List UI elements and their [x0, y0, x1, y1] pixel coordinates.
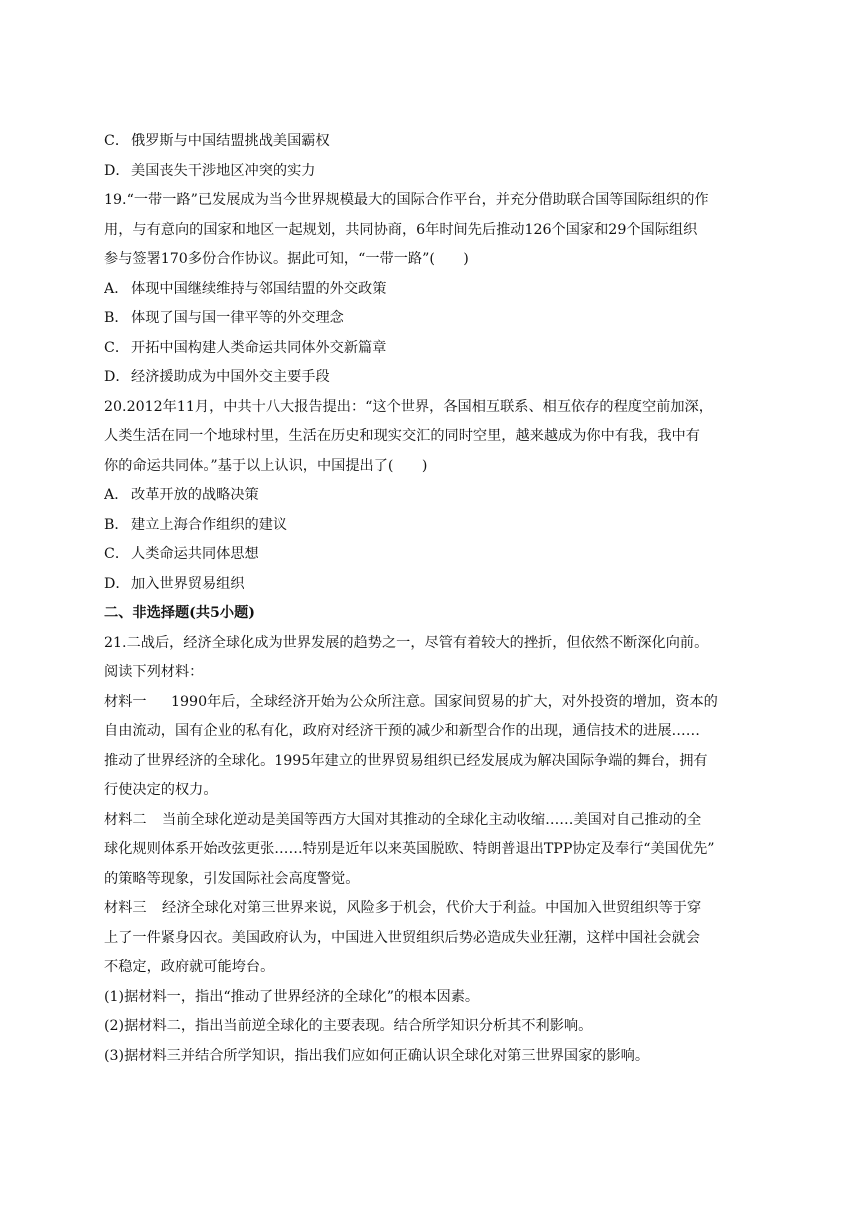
- material-1-text: 1990年后，全球经济开始为公众所注意。国家间贸易的扩大，对外投资的增加，资本的: [171, 693, 718, 710]
- option-letter: C．: [104, 133, 130, 149]
- option-text: 改革开放的战略决策: [131, 487, 259, 503]
- q19-stem-line-3: 参与签署170多份合作协议。据此可知，“一带一路”( ): [104, 251, 469, 267]
- material-3-line-1: [104, 894, 756, 924]
- material-1-line-1: [104, 688, 756, 718]
- q20-stem-line-2: 人类生活在同一个地球村里，生活在历史和现实交汇的同时空里，越来越成为你中有我，我中有: [104, 428, 700, 444]
- q21-subquestion-3: (3)据材料三并结合所学知识，指出我们应如何正确认识全球化对第三世界国家的影响。: [104, 1047, 650, 1064]
- q20-stem-line-3: 你的命运共同体。”基于以上认识，中国提出了( ): [104, 457, 428, 474]
- material-3-label: 材料三: [104, 900, 147, 916]
- q19-stem-line-1: 19.“一带一路”已发展成为当今世界规模最大的国际合作平台，并充分借助联合国等国际组织的作: [104, 192, 709, 208]
- q20-option-b: [104, 511, 756, 541]
- option-text: 俄罗斯与中国结盟挑战美国霸权: [131, 133, 330, 149]
- option-letter: A．: [104, 487, 129, 503]
- option-text: 加入世界贸易组织: [131, 575, 245, 592]
- material-3-line-3: 不稳定，政府就可能垮台。: [104, 959, 275, 975]
- material-1-line-2: 自由流动，国有企业的私有化，政府对经济干预的减少和新型合作的出现，通信技术的进展……: [104, 723, 700, 739]
- q20-option-c: [104, 540, 756, 570]
- option-letter: D．: [104, 575, 130, 592]
- option-text: 人类命运共同体思想: [131, 546, 259, 562]
- option-text: 体现中国继续维持与邻国结盟的外交政策: [131, 280, 387, 297]
- q21-subquestion-2: (2)据材料二，指出当前逆全球化的主要表现。结合所学知识分析其不利影响。: [104, 1018, 593, 1034]
- material-2-line-1: [104, 806, 756, 836]
- material-2-text: 当前全球化逆动是美国等西方大国对其推动的全球化主动收缩……美国对自己推动的全: [162, 811, 702, 828]
- material-3-line-2: 上了一件紧身囚衣。美国政府认为，中国进入世贸组织后势必造成失业狂潮，这样中国社会就会: [104, 929, 700, 946]
- q21-subquestion-1: (1)据材料一，指出“推动了世界经济的全球化”的根本因素。: [104, 988, 480, 1005]
- material-2-label: 材料二: [104, 811, 147, 828]
- material-3-text: 经济全球化对第三世界来说，风险多于机会，代价大于利益。中国加入世贸组织等于穿: [162, 900, 702, 916]
- option-text: 建立上海合作组织的建议: [131, 516, 288, 533]
- q19-stem-line-2: 用，与有意向的国家和地区一起规划，共同协商，6年时间先后推动126个国家和29个国际组织: [104, 221, 698, 238]
- q19-option-b: [104, 304, 756, 334]
- option-letter: B．: [104, 310, 129, 326]
- q21-stem-line-2: 阅读下列材料：: [104, 664, 204, 680]
- option-letter: C．: [104, 339, 130, 356]
- q20-stem-line-1: 20.2012年11月，中共十八大报告提出：“这个世界，各国相互联系、相互依存的程度空前加深，: [104, 398, 713, 415]
- q20-option-d: [104, 570, 756, 600]
- material-1-line-3: 推动了世界经济的全球化。1995年建立的世界贸易组织已经发展成为解决国际争端的舞台，拥有: [104, 752, 708, 769]
- material-1-line-4: 行使决定的权力。: [104, 782, 218, 798]
- option-text: 经济援助成为中国外交主要手段: [131, 369, 330, 385]
- q20-option-a: [104, 481, 756, 511]
- q19-option-a: [104, 275, 756, 305]
- q18-option-d: [104, 157, 756, 187]
- option-letter: A．: [104, 280, 129, 297]
- option-text: 美国丧失干涉地区冲突的实力: [131, 162, 316, 179]
- section-heading: 二、非选择题(共5小题): [104, 605, 255, 621]
- option-letter: D．: [104, 162, 130, 179]
- material-2-line-3: 的策略等现象，引发国际社会高度警觉。: [104, 870, 360, 887]
- option-letter: B．: [104, 516, 129, 533]
- option-letter: C．: [104, 546, 130, 562]
- option-text: 开拓中国构建人类命运共同体外交新篇章: [131, 339, 387, 356]
- material-2-line-2: 球化规则体系开始改弦更张……特别是近年以来英国脱欧、特朗普退出TPP协定及奉行“美国优先”: [104, 841, 715, 857]
- option-text: 体现了国与国一律平等的外交理念: [131, 310, 344, 326]
- q21-stem-line-1: 21.二战后，经济全球化成为世界发展的趋势之一，尽管有着较大的挫折，但依然不断深化向前。: [104, 634, 709, 651]
- exam-page: [104, 127, 756, 1071]
- q19-option-c: [104, 334, 756, 364]
- option-letter: D．: [104, 369, 130, 385]
- q19-option-d: [104, 363, 756, 393]
- q18-option-c: [104, 127, 756, 157]
- material-1-label: 材料一: [104, 693, 147, 710]
